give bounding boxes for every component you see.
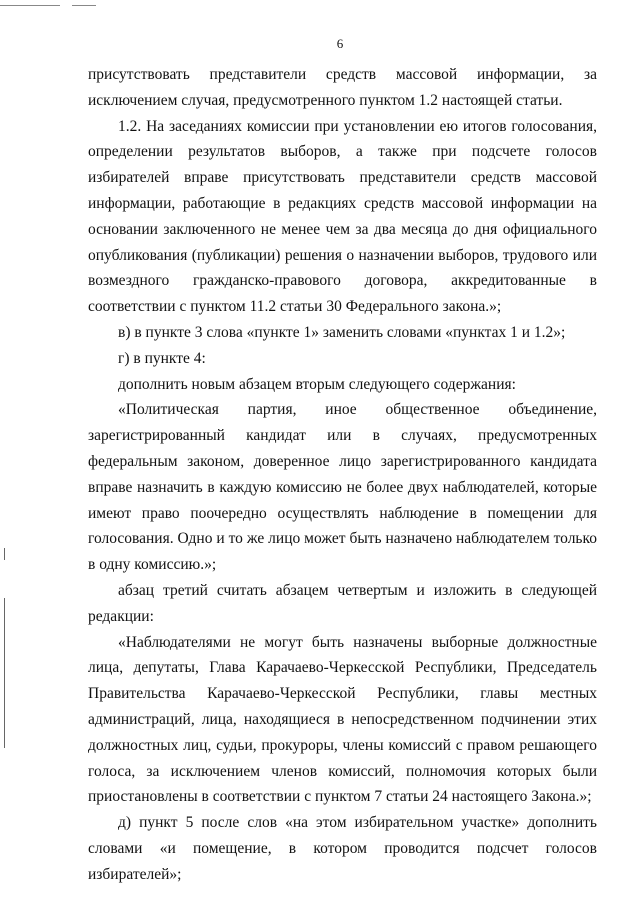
paragraph: дополнить новым абзацем вторым следующего содержания: <box>118 375 516 393</box>
scan-artifact-edge <box>4 548 5 560</box>
page-number: 6 <box>336 36 344 51</box>
paragraph: абзац третий считать абзацем четвертым и изложить в следующей редакции: <box>88 581 597 625</box>
scan-artifact-edge <box>4 598 5 748</box>
paragraph: 1.2. На заседаниях комиссии при установлении ею итогов голосования, определении результатов выборов, а также при подсчете голосов избирателей вправе присутствовать представители средств массовой информации, работающие в редакциях средств массовой информации на основании заключенного не менее чем за два месяца до дня официального опубликования (публикации) решения о назначении выборов, трудового или возмездного гражданско-правового договора, аккредитованные в соответствии с пунктом 11.2 статьи 30 Федерального закона.»; <box>88 117 597 316</box>
quoted-paragraph: «Политическая партия, иное общественное объединение, зарегистрированный кандидат или в случаях, предусмотренных федеральным законом, доверенное лицо зарегистрированного кандидата вправе назначить в каждую комиссию не более двух наблюдателей, которые имеют право поочередно осуществлять наблюдение в помещении для голосования. Одно и то же лицо может быть назначено наблюдателем только в одну комиссию.»; <box>88 401 597 574</box>
scan-artifact-line <box>0 5 60 6</box>
paragraph: присутствовать представители средств массовой информации, за исключением случая, предусмотренного пунктом 1.2 настоящей статьи. <box>88 66 597 109</box>
document-body <box>88 62 597 888</box>
quoted-paragraph: «Наблюдателями не могут быть назначены выборные должностные лица, депутаты, Глава Карачаево-Черкесской Республики, Председатель Правительства Карачаево-Черкесской Республики, главы местных администраций, лица, находящиеся в непосредственном подчинении этих должностных лиц, судьи, прокуроры, члены комиссий с правом решающего голоса, за исключением членов комиссий, полномочия которых были приостановлены в соответствии с пунктом 7 статьи 24 настоящего Закона.»; <box>88 633 597 806</box>
paragraph: в) в пункте 3 слова «пункте 1» заменить словами «пунктах 1 и 1.2»; <box>118 323 566 341</box>
scan-artifact-line <box>72 5 96 6</box>
paragraph: г) в пункте 4: <box>118 349 206 367</box>
paragraph: д) пункт 5 после слов «на этом избирательном участке» дополнить словами «и помещение, в котором проводится подсчет голосов избирателей»; <box>88 814 597 883</box>
